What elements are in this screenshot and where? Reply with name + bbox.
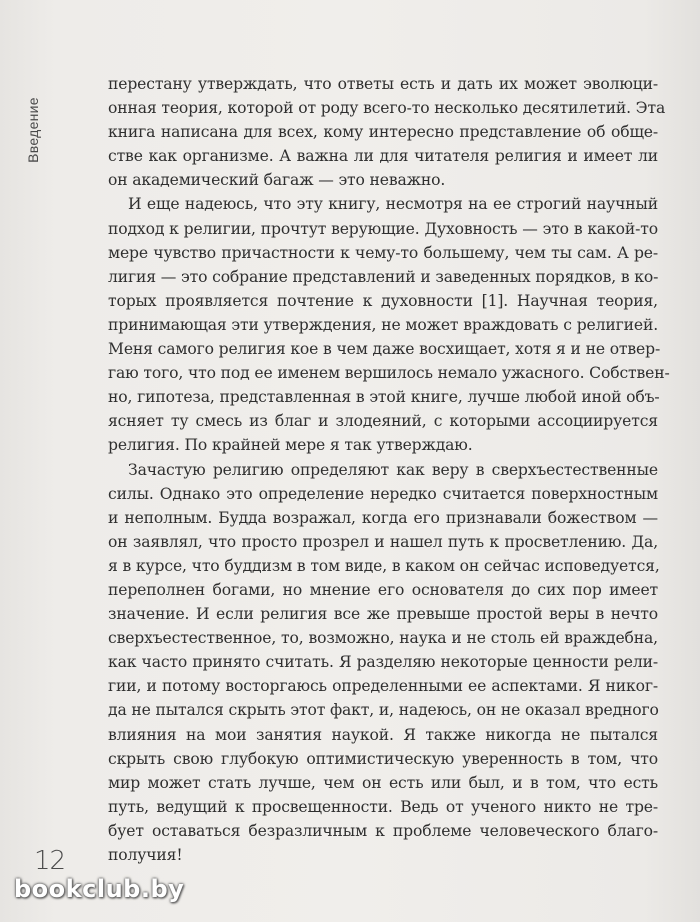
text-line: но, гипотеза, представленная в этой книге, лучше любой иной объ- xyxy=(108,388,660,407)
text-line: мере чувство причастности к чему-то большему, чем ты сам. А ре- xyxy=(108,243,658,262)
text-line: он академический багаж — это неважно. xyxy=(108,171,446,190)
text-line: гаю того, что под ее именем вершилось немало ужасного. Собствен- xyxy=(108,364,670,383)
text-line: Зачастую религию определяют как веру в сверхъестественные xyxy=(128,460,658,479)
text-line: он заявлял, что просто прозрел и нашел путь к просветлению. Да, xyxy=(108,532,658,551)
text-line: влияния на мои занятия наукой. Я также никогда не пытался xyxy=(108,725,658,744)
text-line: путь, ведущий к просвещенности. Ведь от ученого никто не тре- xyxy=(108,797,658,816)
text-line: сверхъестественное, то, возможно, наука и не столь ей враждебна, xyxy=(108,629,658,648)
text-line: лигия — это собрание представлений и заведенных порядков, в ко- xyxy=(108,267,659,286)
text-line: как часто принято считать. Я разделяю некоторые ценности рели- xyxy=(108,653,658,672)
text-line: скрыть свою глубокую оптимистическую уверенность в том, что xyxy=(108,749,658,768)
text-line: И еще надеюсь, что эту книгу, несмотря на ее строгий научный xyxy=(128,195,658,214)
text-line: подход к религии, прочтут верующие. Духовность — это в какой-то xyxy=(108,219,658,238)
text-line: стве как организме. А важна ли для читателя религия и имеет ли xyxy=(108,147,658,166)
text-line: силы. Однако это определение нередко считается поверхностным xyxy=(108,484,658,503)
text-line: мир может стать лучше, чем он есть или был, и в том, что есть xyxy=(108,773,658,792)
running-head-label: Введение xyxy=(25,97,41,163)
text-line: значение. И если религия все же превыше простой веры в нечто xyxy=(108,605,658,624)
text-line: получия! xyxy=(108,846,183,864)
text-line: принимающая эти утверждения, не может враждовать с религией. xyxy=(108,315,658,334)
text-line: Меня самого религия кое в чем даже восхищает, хотя я и не отвер- xyxy=(108,340,661,359)
text-line: ясняет ту смесь из благ и злодеяний, с которыми ассоциируется xyxy=(108,412,658,431)
text-line: гии, и потому восторгаюсь определенными ее аспектами. Я никог- xyxy=(108,677,658,696)
text-line: переполнен богами, но мнение его основателя до сих пор имеет xyxy=(108,580,658,599)
text-line: я в курсе, что буддизм в том виде, в каком он сейчас исповедуется, xyxy=(108,556,660,575)
page-number: 12 xyxy=(34,846,66,876)
text-line: да не пытался скрыть этот факт, и, надеюсь, он не оказал вредного xyxy=(108,701,659,720)
text-line: торых проявляется почтение к духовности [1]. Научная теория, xyxy=(108,291,658,310)
watermark-logo: bookclub.by xyxy=(14,875,185,903)
text-line: религия. По крайней мере я так утверждаю. xyxy=(108,436,473,455)
text-line: бует оставаться безразличным к проблеме человеческого благо- xyxy=(108,821,658,840)
body-text xyxy=(108,72,670,867)
text-line: онная теория, которой от роду всего-то несколько десятилетий. Эта xyxy=(108,99,666,118)
text-line: книга написана для всех, кому интересно представление об обще- xyxy=(108,123,658,142)
text-line: и неполным. Будда возражал, когда его признавали божеством — xyxy=(108,508,658,527)
text-line: перестану утверждать, что ответы есть и дать их может эволюци- xyxy=(108,75,658,93)
running-head xyxy=(18,70,48,190)
